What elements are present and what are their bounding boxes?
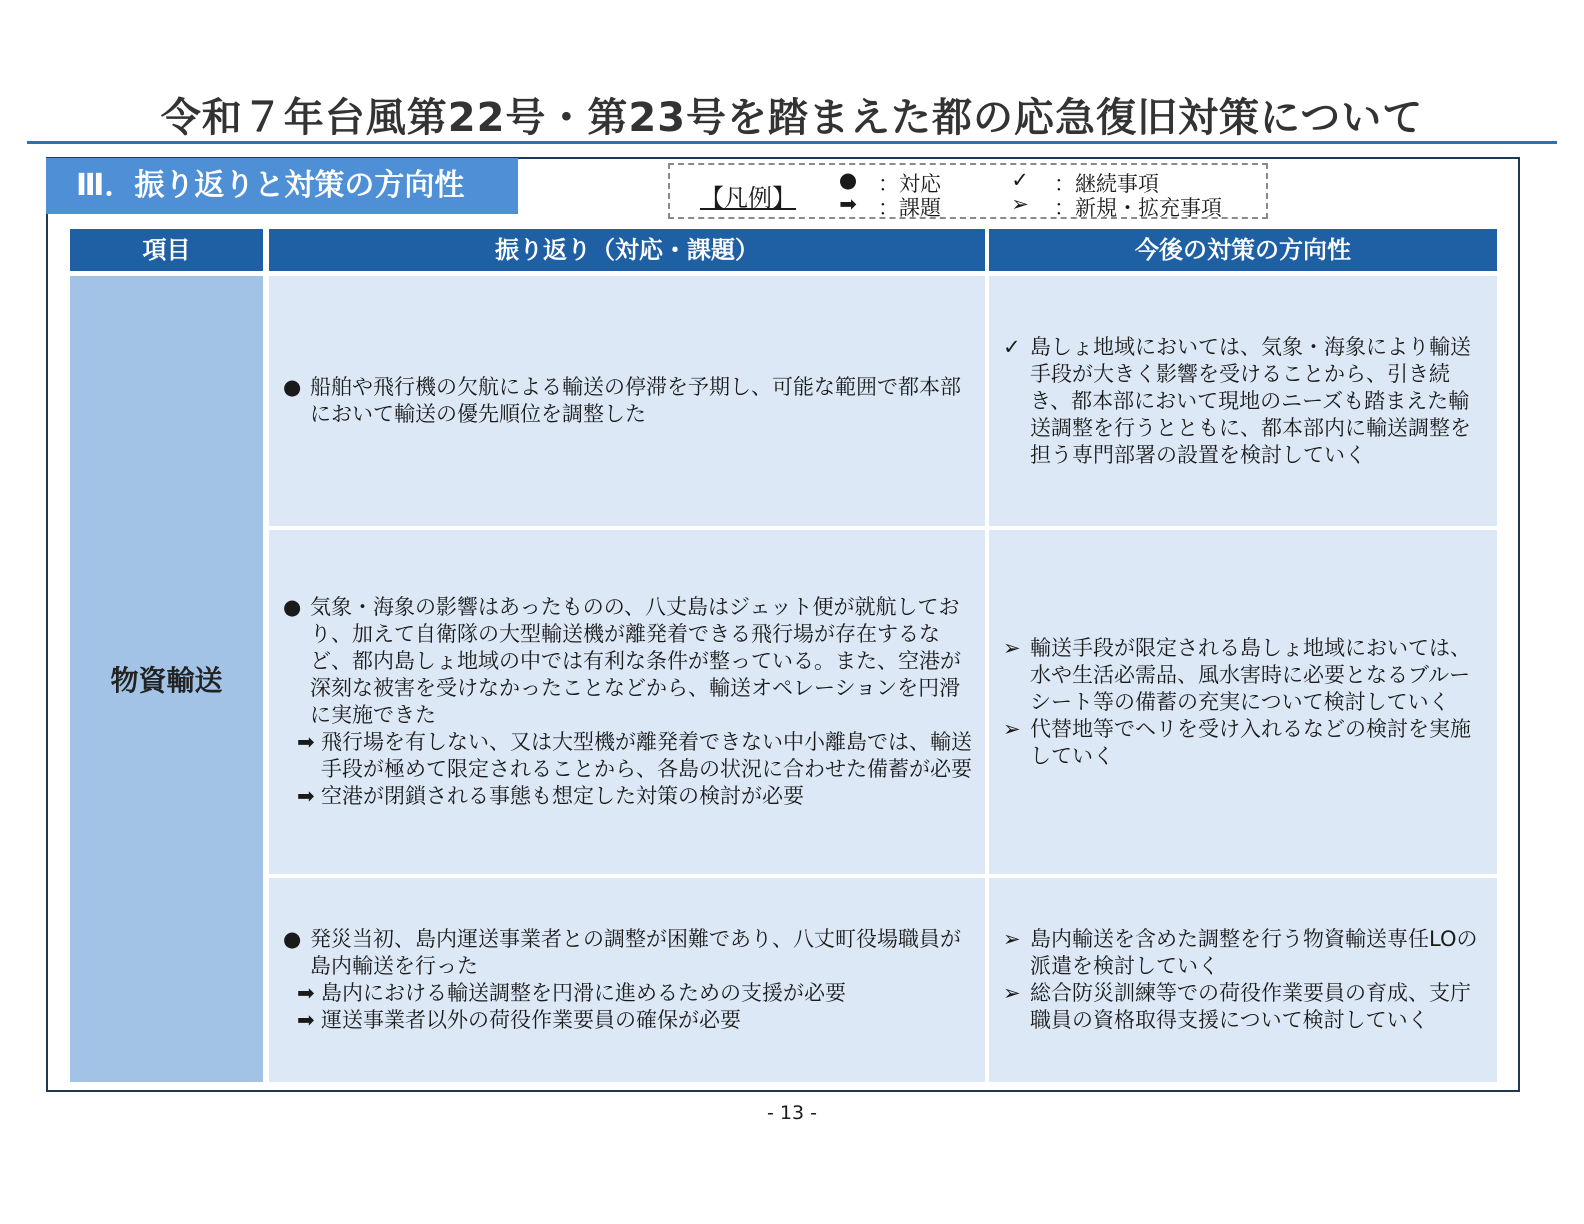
entry-text: 船舶や飛行機の欠航による輸送の停滞を予期し、可能な範囲で都本部において輸送の優先順位を調整した	[310, 375, 961, 426]
legend-label: ：新規・拡充事項	[1054, 196, 1222, 220]
entry-text: 飛行場を有しない、又は大型機が離発着できない中小離島では、輸送手段が極めて限定されることから、各島の状況に合わせた備蓄が必要	[321, 730, 972, 781]
item-cell: 物資輸送	[70, 276, 263, 1082]
issue-entry	[297, 729, 977, 783]
review-cell	[269, 878, 985, 1082]
entry-text: 代替地等でヘリを受け入れるなどの検討を実施していく	[1030, 716, 1471, 768]
entry-text: 島しょ地域においては、気象・海象により輸送手段が大きく影響を受けることから、引き続き、都本部において現地のニーズも踏まえた輸送調整を行うとともに、都本部内に輸送調整を担う専門部署の設置を検討していく	[1030, 334, 1471, 467]
arrowhead-icon: ➢	[1003, 981, 1021, 1005]
bullet-icon: ●	[283, 927, 302, 951]
checkmark-icon: ✓	[1011, 168, 1029, 192]
response-entry	[283, 926, 977, 980]
header-item: 項目	[70, 229, 263, 271]
bullet-icon: ●	[283, 375, 302, 399]
review-cell	[269, 276, 985, 526]
new-measure-entry	[1003, 635, 1485, 716]
arrowhead-icon: ➢	[1003, 716, 1021, 741]
bullet-icon: ●	[838, 168, 858, 192]
continuing-entry	[1003, 334, 1479, 469]
page-title: 令和７年台風第22号・第23号を踏まえた都の応急復旧対策について	[160, 95, 1424, 141]
entry-text: 運送事業者以外の荷役作業要員の確保が必要	[321, 1008, 741, 1032]
response-entry	[283, 594, 977, 729]
checkmark-icon: ✓	[1003, 334, 1021, 359]
arrowhead-icon: ➢	[1011, 192, 1029, 216]
arrow-right-icon: ➡	[297, 730, 315, 754]
arrow-right-icon: ➡	[297, 1008, 315, 1032]
new-measure-entry	[1003, 980, 1485, 1034]
header-direction: 今後の対策の方向性	[989, 229, 1497, 271]
new-measure-entry	[1003, 716, 1485, 770]
direction-cell	[989, 878, 1497, 1082]
bullet-icon: ●	[283, 595, 302, 619]
legend-label: ：課題	[878, 196, 941, 220]
entry-text: 空港が閉鎖される事態も想定した対策の検討が必要	[321, 784, 804, 808]
section-heading: Ⅲ．振り返りと対策の方向性	[46, 158, 518, 214]
review-cell	[269, 530, 985, 874]
entry-text: 発災当初、島内運送事業者との調整が困難であり、八丈町役場職員が島内輸送を行った	[310, 927, 961, 978]
entry-text: 島内輸送を含めた調整を行う物資輸送専任LOの派遣を検討していく	[1030, 927, 1478, 978]
legend-title: 【凡例】	[700, 184, 796, 212]
entry-text: 気象・海象の影響はあったものの、八丈島はジェット便が就航しており、加えて自衛隊の大型輸送機が離発着できる飛行場が存在するなど、都内島しょ地域の中では有利な条件が整っている。また、空港が深刻な被害を受けなかったことなどから、輸送オペレーションを円滑に実施できた	[310, 595, 961, 727]
entry-text: 島内における輸送調整を円滑に進めるための支援が必要	[321, 981, 846, 1005]
legend-label: ：対応	[878, 172, 941, 196]
issue-entry	[297, 783, 977, 810]
page-number: - 13 -	[767, 1102, 817, 1124]
arrowhead-icon: ➢	[1003, 927, 1021, 951]
entry-text: 総合防災訓練等での荷役作業要員の育成、支庁職員の資格取得支援について検討していく	[1030, 981, 1471, 1032]
legend-label: ：継続事項	[1054, 172, 1159, 196]
issue-entry	[297, 980, 977, 1007]
new-measure-entry	[1003, 926, 1485, 980]
arrowhead-icon: ➢	[1003, 635, 1021, 660]
arrow-right-icon: ➡	[297, 981, 315, 1005]
entry-text: 輸送手段が限定される島しょ地域においては、水や生活必需品、風水害時に必要となるブルーシート等の備蓄の充実について検討していく	[1030, 635, 1471, 714]
title-underline	[27, 141, 1557, 144]
arrow-right-icon: ➡	[839, 192, 857, 216]
direction-cell	[989, 530, 1497, 874]
issue-entry	[297, 1007, 977, 1034]
legend-box	[668, 163, 1268, 219]
arrow-right-icon: ➡	[297, 784, 315, 808]
response-entry	[283, 374, 973, 428]
direction-cell	[989, 276, 1497, 526]
header-review: 振り返り（対応・課題）	[269, 229, 985, 271]
